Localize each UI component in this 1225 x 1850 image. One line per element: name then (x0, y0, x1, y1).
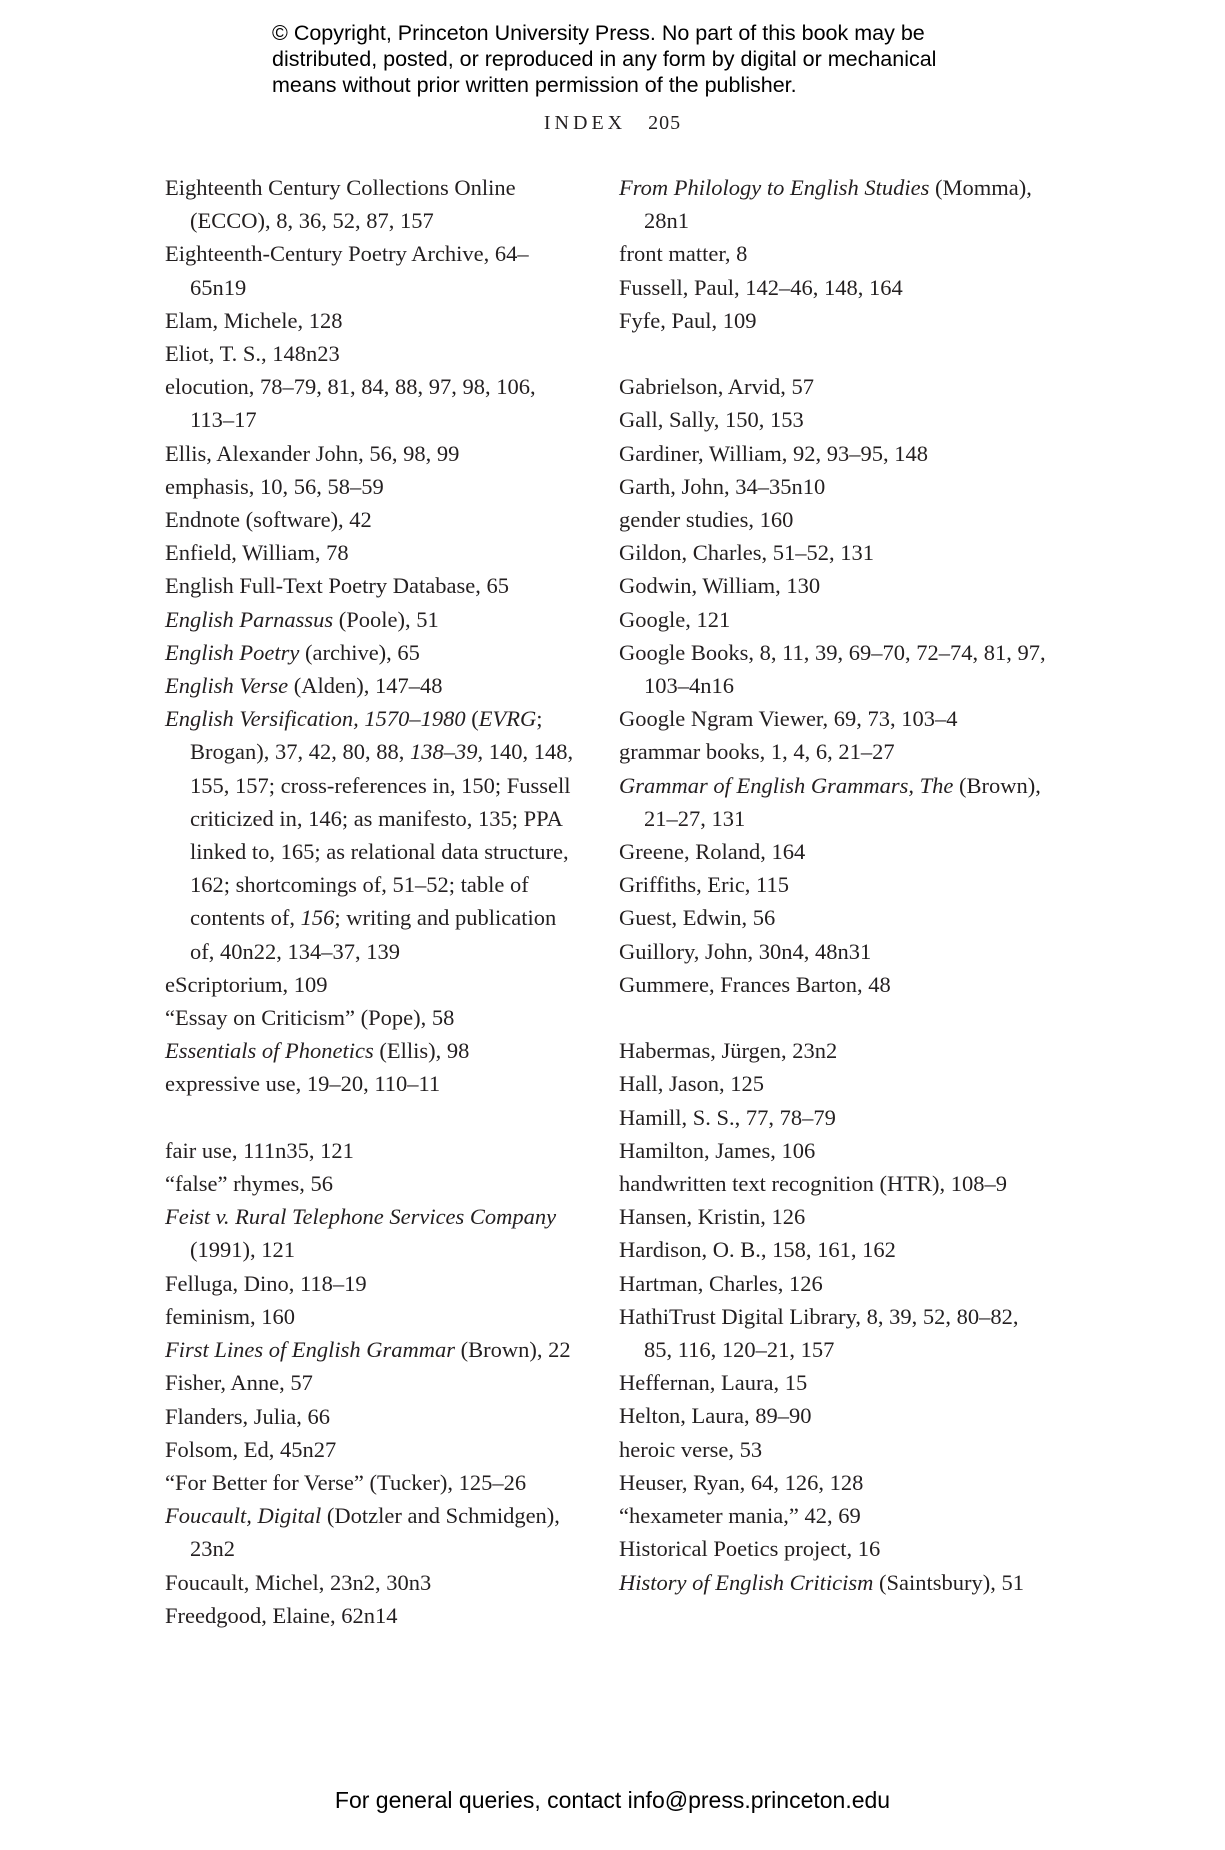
index-entry (165, 1400, 575, 1433)
index-entry (165, 1067, 575, 1100)
index-entry (619, 636, 1049, 702)
index-entry-text: (Momma), 28n1 (644, 175, 1032, 234)
index-entry-text: emphasis, 10, 56, 58–59 (165, 473, 384, 499)
index-entry-title: English Parnassus (165, 606, 334, 632)
index-entry-title: History of English Criticism (619, 1569, 874, 1595)
index-entry (619, 735, 1049, 768)
index-entry-text: Google Books, 8, 11, 39, 69–70, 72–74, 81, 97, 103–4n16 (619, 639, 1046, 699)
index-entry (619, 1300, 1049, 1366)
index-entry (619, 503, 1049, 536)
index-entry-title: English Poetry (165, 639, 300, 665)
index-entry-text: (Saintsbury), 51 (873, 1569, 1025, 1595)
index-entry-text: Historical Poetics project, 16 (619, 1536, 881, 1562)
running-head (0, 112, 1225, 135)
index-entry-title: From Philology to English Studies (619, 175, 930, 200)
index-entry (165, 370, 575, 436)
index-entry-text: ( (465, 706, 479, 732)
index-entry-text: Guest, Edwin, 56 (619, 905, 776, 931)
index-entry (619, 1101, 1049, 1134)
index-entry-text: (1991), 121 (190, 1237, 295, 1263)
index-entry (165, 603, 575, 636)
copyright-line: means without prior written permission of the publisher. (272, 73, 797, 97)
index-entry-text: Griffiths, Eric, 115 (619, 872, 789, 898)
index-entry-text: Foucault, Michel, 23n2, 30n3 (165, 1569, 432, 1595)
index-entry (165, 536, 575, 569)
index-entry-text: ; Brogan), 37, 42, 80, 88, (190, 706, 543, 765)
index-entry-text: (Alden), 147–48 (288, 673, 443, 699)
index-entry-text: Greene, Roland, 164 (619, 839, 806, 865)
index-entry (619, 1499, 1049, 1532)
index-entry-text: Habermas, Jürgen, 23n2 (619, 1038, 838, 1064)
index-entry (619, 1134, 1049, 1167)
index-entry-title: Feist v. Rural Telephone Services Company (165, 1204, 557, 1230)
index-entry (619, 569, 1049, 602)
index-column-right (619, 171, 1049, 1599)
index-entry-title: 138–39 (409, 739, 478, 765)
index-entry (619, 1167, 1049, 1200)
index-entry-text: Hansen, Kristin, 126 (619, 1204, 806, 1230)
index-entry-text: (Ellis), 98 (373, 1038, 470, 1064)
index-entry-text: Google Ngram Viewer, 69, 73, 103–4 (619, 706, 958, 732)
index-entry-text: Gummere, Frances Barton, 48 (619, 971, 891, 997)
index-entry (165, 1134, 575, 1167)
index-entry (165, 237, 575, 303)
index-entry-text: fair use, 111n35, 121 (165, 1137, 354, 1163)
index-entry (165, 1366, 575, 1399)
index-entry-text: Hamill, S. S., 77, 78–79 (619, 1104, 836, 1130)
letter-group-gap (619, 337, 1049, 370)
index-entry (619, 901, 1049, 934)
index-entry (619, 1532, 1049, 1565)
index-entry-text: Guillory, John, 30n4, 48n31 (619, 938, 872, 964)
index-entry-text: Helton, Laura, 89–90 (619, 1403, 812, 1429)
index-entry-text: Gardiner, William, 92, 93–95, 148 (619, 440, 928, 466)
index-entry-text: Hartman, Charles, 126 (619, 1270, 823, 1296)
index-entry (619, 1067, 1049, 1100)
index-entry-text: Google, 121 (619, 606, 731, 632)
index-entry-text: (Poole), 51 (333, 606, 439, 632)
index-entry (165, 569, 575, 602)
index-entry (619, 171, 1049, 237)
index-entry-text: elocution, 78–79, 81, 84, 88, 97, 98, 106, 113–17 (165, 374, 536, 433)
index-entry-text: Folsom, Ed, 45n27 (165, 1436, 337, 1462)
index-entry (619, 968, 1049, 1001)
index-entry-text: HathiTrust Digital Library, 8, 39, 52, 80–82, 85, 116, 120–21, 157 (619, 1303, 1019, 1363)
index-entry-text: “For Better for Verse” (Tucker), 125–26 (165, 1469, 527, 1495)
index-entry (619, 1399, 1049, 1432)
index-entry-text: (Brown), 22 (455, 1337, 571, 1363)
index-entry-text: Felluga, Dino, 118–19 (165, 1270, 367, 1296)
index-entry (619, 1466, 1049, 1499)
index-entry (619, 237, 1049, 270)
index-entry-text: expressive use, 19–20, 110–11 (165, 1071, 441, 1097)
index-entry-text: “Essay on Criticism” (Pope), 58 (165, 1005, 455, 1031)
index-entry-text: Gall, Sally, 150, 153 (619, 407, 804, 433)
index-entry-title: 156 (300, 905, 335, 931)
index-entry-text: ; writing and publication of, 40n22, 134–37, 139 (190, 905, 557, 964)
index-entry (619, 403, 1049, 436)
index-entry-text: Elam, Michele, 128 (165, 307, 343, 333)
index-entry-title: English Verse (165, 673, 289, 699)
index-entry-text: Fisher, Anne, 57 (165, 1370, 313, 1396)
index-entry (165, 669, 575, 702)
letter-group-gap (165, 1101, 575, 1134)
index-entry (619, 769, 1049, 835)
index-entry-text: Eighteenth-Century Poetry Archive, 64–65n19 (165, 241, 529, 300)
index-entry (165, 304, 575, 337)
index-entry-text: Heffernan, Laura, 15 (619, 1370, 808, 1396)
index-entry (619, 370, 1049, 403)
index-entry-text: Garth, John, 34–35n10 (619, 473, 826, 499)
index-entry-title: First Lines of English Grammar (165, 1337, 456, 1363)
index-entry-text: Ellis, Alexander John, 56, 98, 99 (165, 440, 460, 466)
index-entry-text: Hall, Jason, 125 (619, 1071, 764, 1097)
index-entry (165, 1200, 575, 1266)
index-entry-text: Godwin, William, 130 (619, 573, 821, 599)
index-entry (619, 1566, 1049, 1599)
index-entry (165, 1599, 575, 1632)
index-entry-text: Gildon, Charles, 51–52, 131 (619, 540, 874, 566)
copyright-line: distributed, posted, or reproduced in any form by digital or mechanical (272, 47, 937, 71)
index-entry-text: Endnote (software), 42 (165, 507, 372, 533)
index-entry (165, 1466, 575, 1499)
index-entry (165, 1167, 575, 1200)
index-entry (165, 1034, 575, 1067)
index-entry (165, 1001, 575, 1034)
index-entry-text: gender studies, 160 (619, 507, 794, 533)
copyright-line: © Copyright, Princeton University Press. No part of this book may be (272, 21, 925, 45)
index-entry-text: (Dotzler and Schmidgen), 23n2 (190, 1503, 560, 1562)
index-entry (619, 1233, 1049, 1266)
index-entry-text: Freedgood, Elaine, 62n14 (165, 1602, 398, 1628)
index-entry (165, 1267, 575, 1300)
index-entry (165, 1433, 575, 1466)
index-entry-text: Fussell, Paul, 142–46, 148, 164 (619, 274, 903, 300)
index-entry-text: (Brown), 21–27, 131 (644, 772, 1041, 831)
index-entry-text: heroic verse, 53 (619, 1436, 763, 1462)
index-entry-text: Gabrielson, Arvid, 57 (619, 374, 814, 400)
index-entry (165, 503, 575, 536)
index-entry (165, 968, 575, 1001)
index-entry-title: Grammar of English Grammars, The (619, 772, 954, 798)
index-entry-text: “hexameter mania,” 42, 69 (619, 1503, 861, 1529)
index-entry (165, 1566, 575, 1599)
index-entry-text: English Full-Text Poetry Database, 65 (165, 573, 509, 599)
index-entry (619, 1034, 1049, 1067)
index-entry-text: Hardison, O. B., 158, 161, 162 (619, 1237, 896, 1263)
index-entry (619, 1366, 1049, 1399)
index-entry (165, 1333, 575, 1366)
page-number: 205 (648, 112, 682, 134)
index-entry-text: eScriptorium, 109 (165, 971, 328, 997)
index-entry (165, 337, 575, 370)
index-entry-text: handwritten text recognition (HTR), 108–9 (619, 1171, 1008, 1197)
index-entry-title: Essentials of Phonetics (165, 1038, 374, 1064)
index-entry-text: Flanders, Julia, 66 (165, 1403, 330, 1429)
index-entry-text: Fyfe, Paul, 109 (619, 307, 757, 333)
footer-contact: For general queries, contact info@press.princeton.edu (334, 1787, 891, 1813)
index-entry-title: English Versification, 1570–1980 (165, 706, 466, 732)
index-entry (619, 1433, 1049, 1466)
index-entry-text: Eliot, T. S., 148n23 (165, 341, 340, 367)
index-entry-text: grammar books, 1, 4, 6, 21–27 (619, 739, 895, 765)
index-entry (165, 470, 575, 503)
index-entry (165, 636, 575, 669)
index-entry (619, 702, 1049, 735)
index-entry-text: front matter, 8 (619, 241, 748, 267)
index-column-left (165, 171, 575, 1632)
index-entry-text: (archive), 65 (299, 639, 420, 665)
index-entry (619, 536, 1049, 569)
index-entry (619, 603, 1049, 636)
index-entry (619, 271, 1049, 304)
index-entry (165, 1499, 575, 1565)
index-entry-title: Foucault, Digital (165, 1503, 322, 1529)
index-entry (619, 1200, 1049, 1233)
index-entry (165, 171, 575, 237)
index-entry-text: Heuser, Ryan, 64, 126, 128 (619, 1469, 864, 1495)
index-entry-text: , 140, 148, 155, 157; cross-references in, 150; Fussell criticized in, 146; as manifesto, 135; PPA linked to, 165; as relational data structure, 162; shortcomings of, 51–52; table of contents of, (190, 739, 574, 931)
copyright-notice (272, 20, 992, 98)
index-entry-text: Eighteenth Century Collections Online (ECCO), 8, 36, 52, 87, 157 (165, 175, 516, 234)
index-entry (619, 1267, 1049, 1300)
index-entry-title: EVRG (478, 706, 537, 732)
running-head-label: INDEX (543, 112, 627, 134)
index-entry (619, 835, 1049, 868)
index-entry (165, 702, 575, 968)
index-entry (619, 304, 1049, 337)
index-entry (165, 437, 575, 470)
index-entry (619, 437, 1049, 470)
index-entry-text: Hamilton, James, 106 (619, 1137, 816, 1163)
index-entry (619, 935, 1049, 968)
letter-group-gap (619, 1001, 1049, 1034)
index-entry (165, 1300, 575, 1333)
index-entry (619, 868, 1049, 901)
index-entry-text: feminism, 160 (165, 1303, 295, 1329)
index-entry (619, 470, 1049, 503)
index-entry-text: “false” rhymes, 56 (165, 1171, 334, 1197)
index-entry-text: Enfield, William, 78 (165, 540, 349, 566)
